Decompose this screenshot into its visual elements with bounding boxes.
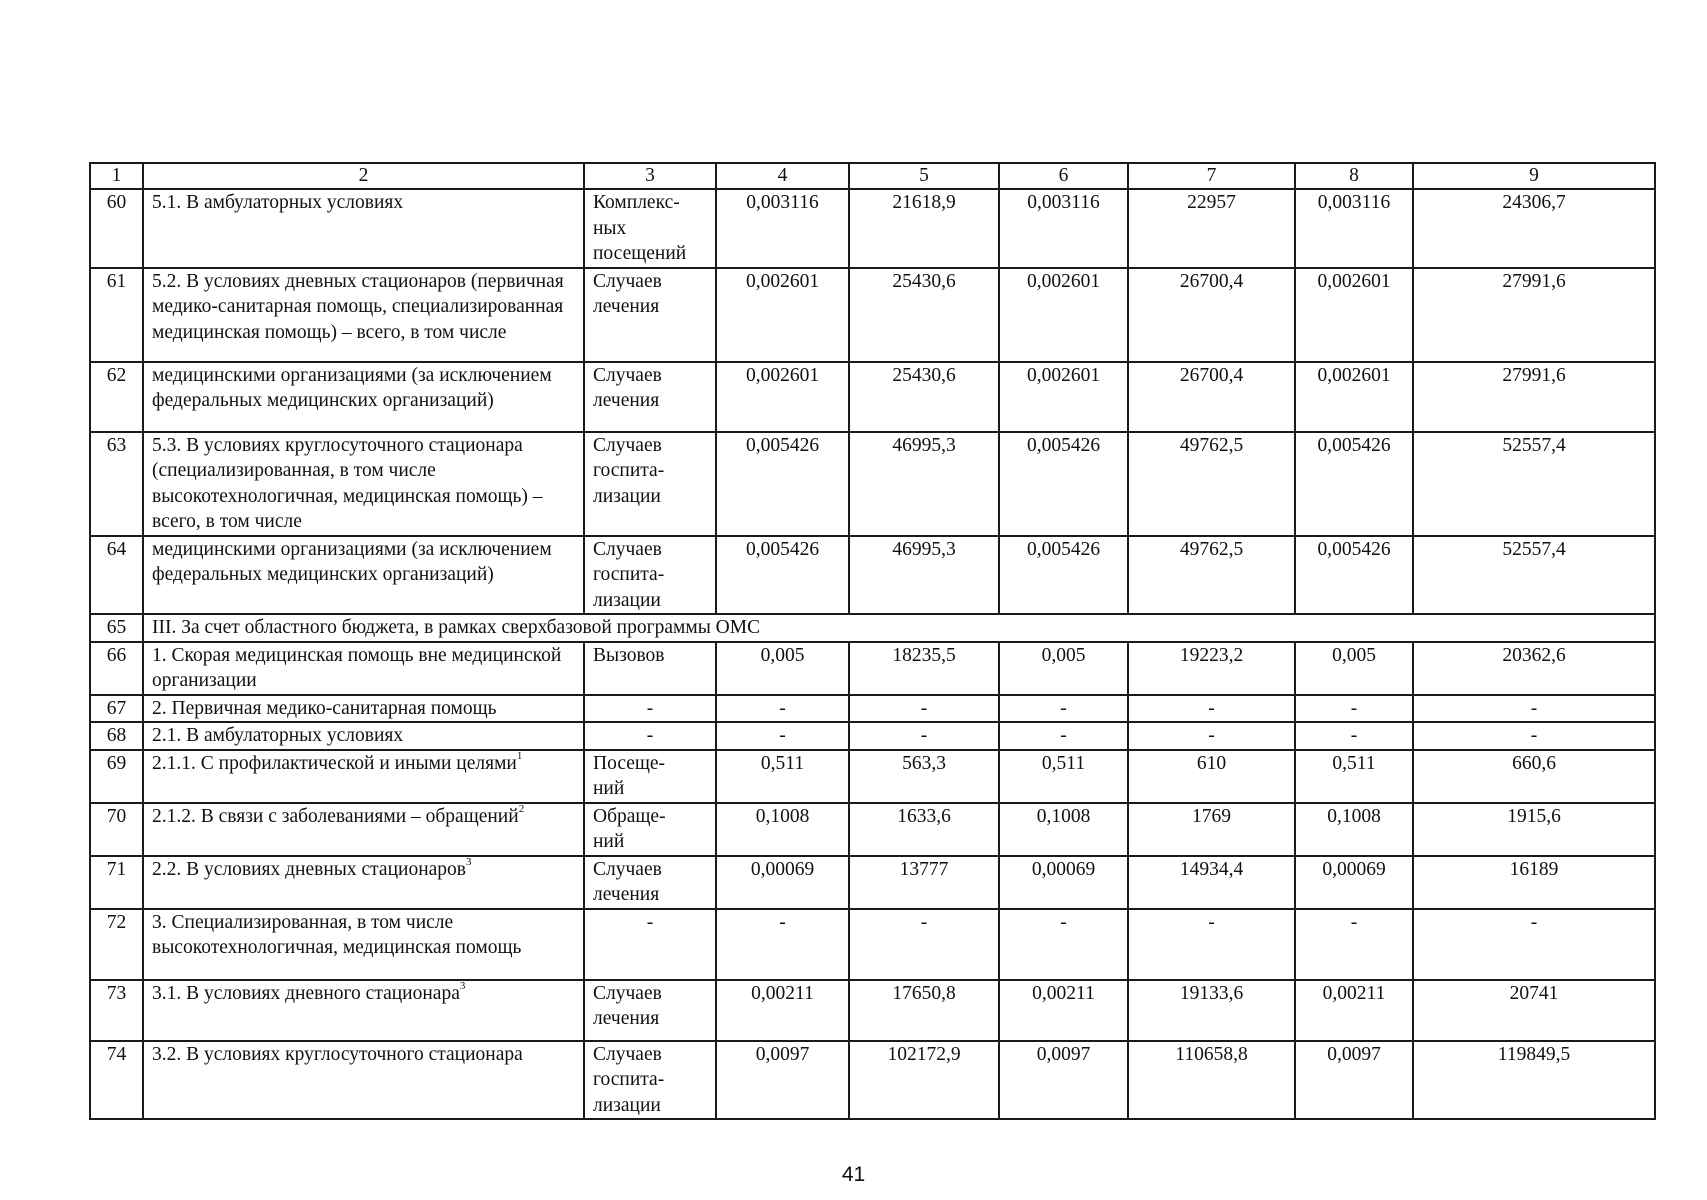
unit-text: Случаев	[593, 364, 662, 386]
unit-cell	[584, 722, 716, 750]
value-cell-c9: 24306,7	[1413, 189, 1655, 268]
table-row	[90, 362, 1655, 432]
header-row	[90, 163, 1655, 189]
header-cell: 3	[584, 163, 716, 189]
unit-text: лизации	[593, 1094, 661, 1116]
unit-text: Случаев	[593, 1043, 662, 1065]
value-cell-c8: 0,002601	[1295, 362, 1413, 432]
value-cell-c9: 52557,4	[1413, 536, 1655, 615]
row-name-cell	[143, 695, 584, 723]
value-cell-c9: 27991,6	[1413, 362, 1655, 432]
row-number-cell: 65	[90, 614, 143, 642]
row-name-text: 3. Специализированная, в том числе высокотехнологичная, медицинская помощь	[152, 911, 522, 958]
value-cell-c6: 0,0097	[999, 1041, 1128, 1120]
value-cell-c6: 0,511	[999, 750, 1128, 803]
value-cell-c4: 0,0097	[716, 1041, 849, 1120]
value-cell-c4: 0,002601	[716, 362, 849, 432]
value-cell-c9: 52557,4	[1413, 432, 1655, 536]
table-body	[90, 189, 1655, 1119]
footnote-mark: 2	[518, 803, 525, 815]
unit-text: посещений	[593, 243, 687, 264]
row-name-cell	[143, 189, 584, 268]
row-name-text: медицинскими организациями (за исключением федеральных медицинских организаций)	[152, 538, 552, 585]
table-row	[90, 268, 1655, 362]
value-cell-c7: 110658,8	[1128, 1041, 1295, 1120]
value-cell-c4: 0,1008	[716, 803, 849, 856]
value-cell-c5: 102172,9	[849, 1041, 999, 1120]
unit-text: Обраще-	[593, 805, 666, 827]
value-cell-c7: 19133,6	[1128, 980, 1295, 1041]
unit-text: Комплекс-	[593, 192, 680, 213]
value-cell-c6: 0,002601	[999, 268, 1128, 362]
value-cell-c7: 1769	[1128, 803, 1295, 856]
value-cell-c9: 119849,5	[1413, 1041, 1655, 1120]
value-cell-c9: -	[1413, 909, 1655, 980]
unit-text: госпита-	[593, 460, 665, 481]
value-cell-c7: -	[1128, 695, 1295, 723]
value-cell-c8: -	[1295, 695, 1413, 723]
value-cell-c7: 14934,4	[1128, 856, 1295, 909]
header-cell: 7	[1128, 163, 1295, 189]
header-cell: 1	[90, 163, 143, 189]
row-number-cell: 73	[90, 980, 143, 1041]
row-number-cell: 66	[90, 642, 143, 695]
value-cell-c6: -	[999, 909, 1128, 980]
value-cell-c4: 0,00211	[716, 980, 849, 1041]
value-cell-c4: 0,005	[716, 642, 849, 695]
unit-cell	[584, 362, 716, 432]
table-row	[90, 614, 1655, 642]
unit-text: Случаев	[593, 434, 662, 456]
unit-cell	[584, 856, 716, 909]
value-cell-c6: 0,1008	[999, 803, 1128, 856]
header-cell: 2	[143, 163, 584, 189]
value-cell-c8: 0,511	[1295, 750, 1413, 803]
value-cell-c8: 0,00211	[1295, 980, 1413, 1041]
row-name-cell	[143, 980, 584, 1041]
value-cell-c5: -	[849, 722, 999, 750]
footnote-mark: 1	[516, 750, 523, 762]
value-cell-c4: 0,003116	[716, 189, 849, 268]
row-name-text: 2.1.2. В связи с заболеваниями – обращений	[152, 805, 519, 827]
value-cell-c6: -	[999, 695, 1128, 723]
header-cell: 5	[849, 163, 999, 189]
value-cell-c9: 20362,6	[1413, 642, 1655, 695]
unit-cell	[584, 268, 716, 362]
value-cell-c4: 0,511	[716, 750, 849, 803]
row-name-text: 2.2. В условиях дневных стационаров	[152, 858, 466, 880]
row-name-text: 2.1.1. С профилактической и иными целями	[152, 752, 517, 774]
row-name-cell	[143, 536, 584, 615]
unit-text: лечения	[593, 1008, 660, 1029]
value-cell-c4: 0,005426	[716, 432, 849, 536]
unit-cell	[584, 1041, 716, 1120]
row-number-cell: 72	[90, 909, 143, 980]
row-name-cell	[143, 1041, 584, 1120]
footnote-mark: 3	[459, 980, 466, 992]
value-cell-c5: -	[849, 909, 999, 980]
table-row	[90, 750, 1655, 803]
row-number-cell: 61	[90, 268, 143, 362]
value-cell-c5: 46995,3	[849, 536, 999, 615]
value-cell-c7: 19223,2	[1128, 642, 1295, 695]
row-number-cell: 63	[90, 432, 143, 536]
row-number-cell: 74	[90, 1041, 143, 1120]
value-cell-c5: 21618,9	[849, 189, 999, 268]
value-cell-c8: 0,0097	[1295, 1041, 1413, 1120]
value-cell-c8: 0,005426	[1295, 432, 1413, 536]
value-cell-c4: -	[716, 909, 849, 980]
unit-cell	[584, 432, 716, 536]
table-row	[90, 1041, 1655, 1120]
table-row	[90, 432, 1655, 536]
unit-text: ний	[593, 778, 625, 799]
value-cell-c6: 0,00211	[999, 980, 1128, 1041]
value-cell-c7: 49762,5	[1128, 432, 1295, 536]
value-cell-c7: -	[1128, 909, 1295, 980]
value-cell-c6: 0,005426	[999, 432, 1128, 536]
value-cell-c9: 16189	[1413, 856, 1655, 909]
footnote-mark: 3	[466, 856, 472, 868]
value-cell-c9: 27991,6	[1413, 268, 1655, 362]
unit-text: Случаев	[593, 538, 662, 560]
unit-text: -	[646, 725, 654, 746]
table-row	[90, 642, 1655, 695]
row-number-cell: 64	[90, 536, 143, 615]
unit-text: лечения	[593, 884, 660, 905]
row-name-cell	[143, 750, 584, 803]
row-name-text: 5.1. В амбулаторных условиях	[152, 192, 404, 213]
value-cell-c8: -	[1295, 722, 1413, 750]
value-cell-c8: 0,1008	[1295, 803, 1413, 856]
value-cell-c9: 1915,6	[1413, 803, 1655, 856]
unit-text: лечения	[593, 296, 660, 317]
unit-cell	[584, 750, 716, 803]
value-cell-c5: 46995,3	[849, 432, 999, 536]
unit-text: Посеще-	[593, 752, 666, 774]
unit-text: госпита-	[593, 564, 665, 585]
table-row	[90, 536, 1655, 615]
value-cell-c7: 26700,4	[1128, 362, 1295, 432]
table-row	[90, 856, 1655, 909]
unit-text: госпита-	[593, 1069, 665, 1090]
value-cell-c9: 660,6	[1413, 750, 1655, 803]
value-cell-c7: -	[1128, 722, 1295, 750]
value-cell-c4: -	[716, 695, 849, 723]
table-row	[90, 980, 1655, 1041]
row-name-text: 2. Первичная медико-санитарная помощь	[152, 697, 497, 719]
unit-text: лизации	[593, 589, 661, 611]
section-heading-cell: III. За счет областного бюджета, в рамках сверхбазовой программы ОМС	[143, 614, 1655, 642]
value-cell-c7: 610	[1128, 750, 1295, 803]
row-name-cell	[143, 642, 584, 695]
unit-cell	[584, 695, 716, 723]
row-name-cell	[143, 268, 584, 362]
row-name-cell	[143, 722, 584, 750]
value-cell-c8: 0,003116	[1295, 189, 1413, 268]
table-row	[90, 189, 1655, 268]
unit-text: Случаев	[593, 982, 662, 1004]
value-cell-c7: 49762,5	[1128, 536, 1295, 615]
value-cell-c5: 1633,6	[849, 803, 999, 856]
value-cell-c6: 0,005	[999, 642, 1128, 695]
row-number-cell: 69	[90, 750, 143, 803]
value-cell-c8: 0,00069	[1295, 856, 1413, 909]
unit-cell	[584, 803, 716, 856]
row-number-cell: 68	[90, 722, 143, 750]
unit-text: лизации	[593, 485, 661, 507]
value-cell-c8: -	[1295, 909, 1413, 980]
value-cell-c4: -	[716, 722, 849, 750]
row-number-cell: 60	[90, 189, 143, 268]
data-table	[89, 162, 1656, 1120]
value-cell-c4: 0,002601	[716, 268, 849, 362]
row-name-cell	[143, 803, 584, 856]
value-cell-c5: 563,3	[849, 750, 999, 803]
row-name-text: 3.1. В условиях дневного стационара	[152, 982, 460, 1004]
header-cell: 9	[1413, 163, 1655, 189]
value-cell-c9: 20741	[1413, 980, 1655, 1041]
value-cell-c5: 17650,8	[849, 980, 999, 1041]
row-name-text: 2.1. В амбулаторных условиях	[152, 725, 404, 746]
table-row	[90, 722, 1655, 750]
value-cell-c6: 0,003116	[999, 189, 1128, 268]
unit-cell	[584, 536, 716, 615]
value-cell-c4: 0,00069	[716, 856, 849, 909]
header-cell: 4	[716, 163, 849, 189]
value-cell-c4: 0,005426	[716, 536, 849, 615]
value-cell-c6: 0,00069	[999, 856, 1128, 909]
unit-text: ний	[593, 831, 625, 852]
unit-cell	[584, 642, 716, 695]
value-cell-c8: 0,002601	[1295, 268, 1413, 362]
unit-text: -	[646, 911, 654, 933]
value-cell-c6: 0,005426	[999, 536, 1128, 615]
row-number-cell: 70	[90, 803, 143, 856]
value-cell-c9: -	[1413, 695, 1655, 723]
row-name-cell	[143, 432, 584, 536]
header-cell: 6	[999, 163, 1128, 189]
unit-text: лечения	[593, 390, 660, 411]
table-row	[90, 695, 1655, 723]
row-number-cell: 62	[90, 362, 143, 432]
unit-text: ных	[593, 217, 627, 239]
unit-text: Случаев	[593, 858, 662, 880]
value-cell-c8: 0,005	[1295, 642, 1413, 695]
row-name-cell	[143, 362, 584, 432]
unit-cell	[584, 909, 716, 980]
row-name-text: медицинскими организациями (за исключением федеральных медицинских организаций)	[152, 364, 552, 411]
table-row	[90, 909, 1655, 980]
value-cell-c5: 18235,5	[849, 642, 999, 695]
value-cell-c6: -	[999, 722, 1128, 750]
value-cell-c5: 13777	[849, 856, 999, 909]
row-name-cell	[143, 909, 584, 980]
value-cell-c5: -	[849, 695, 999, 723]
value-cell-c7: 22957	[1128, 189, 1295, 268]
page-number: 41	[841, 1163, 866, 1186]
row-name-cell	[143, 856, 584, 909]
value-cell-c8: 0,005426	[1295, 536, 1413, 615]
row-name-text: 1. Скорая медицинская помощь вне медицинской организации	[152, 644, 562, 691]
unit-cell	[584, 189, 716, 268]
row-name-text: 5.2. В условиях дневных стационаров (первичная медико-санитарная помощь, специализированная медицинская помощь) – всего, в том числе	[152, 270, 564, 343]
unit-text: -	[646, 697, 654, 719]
table-row	[90, 803, 1655, 856]
value-cell-c5: 25430,6	[849, 362, 999, 432]
unit-text: Случаев	[593, 270, 662, 292]
unit-text: Вызовов	[593, 644, 665, 666]
row-name-text: 3.2. В условиях круглосуточного стационара	[152, 1043, 523, 1065]
value-cell-c5: 25430,6	[849, 268, 999, 362]
row-name-text: 5.3. В условиях круглосуточного стационара (специализированная, в том числе высокотехнологичная, медицинская помощь) – всего, в том числе	[152, 434, 543, 532]
header-cell: 8	[1295, 163, 1413, 189]
row-number-cell: 71	[90, 856, 143, 909]
row-number-cell: 67	[90, 695, 143, 723]
unit-cell	[584, 980, 716, 1041]
value-cell-c7: 26700,4	[1128, 268, 1295, 362]
value-cell-c6: 0,002601	[999, 362, 1128, 432]
value-cell-c9: -	[1413, 722, 1655, 750]
